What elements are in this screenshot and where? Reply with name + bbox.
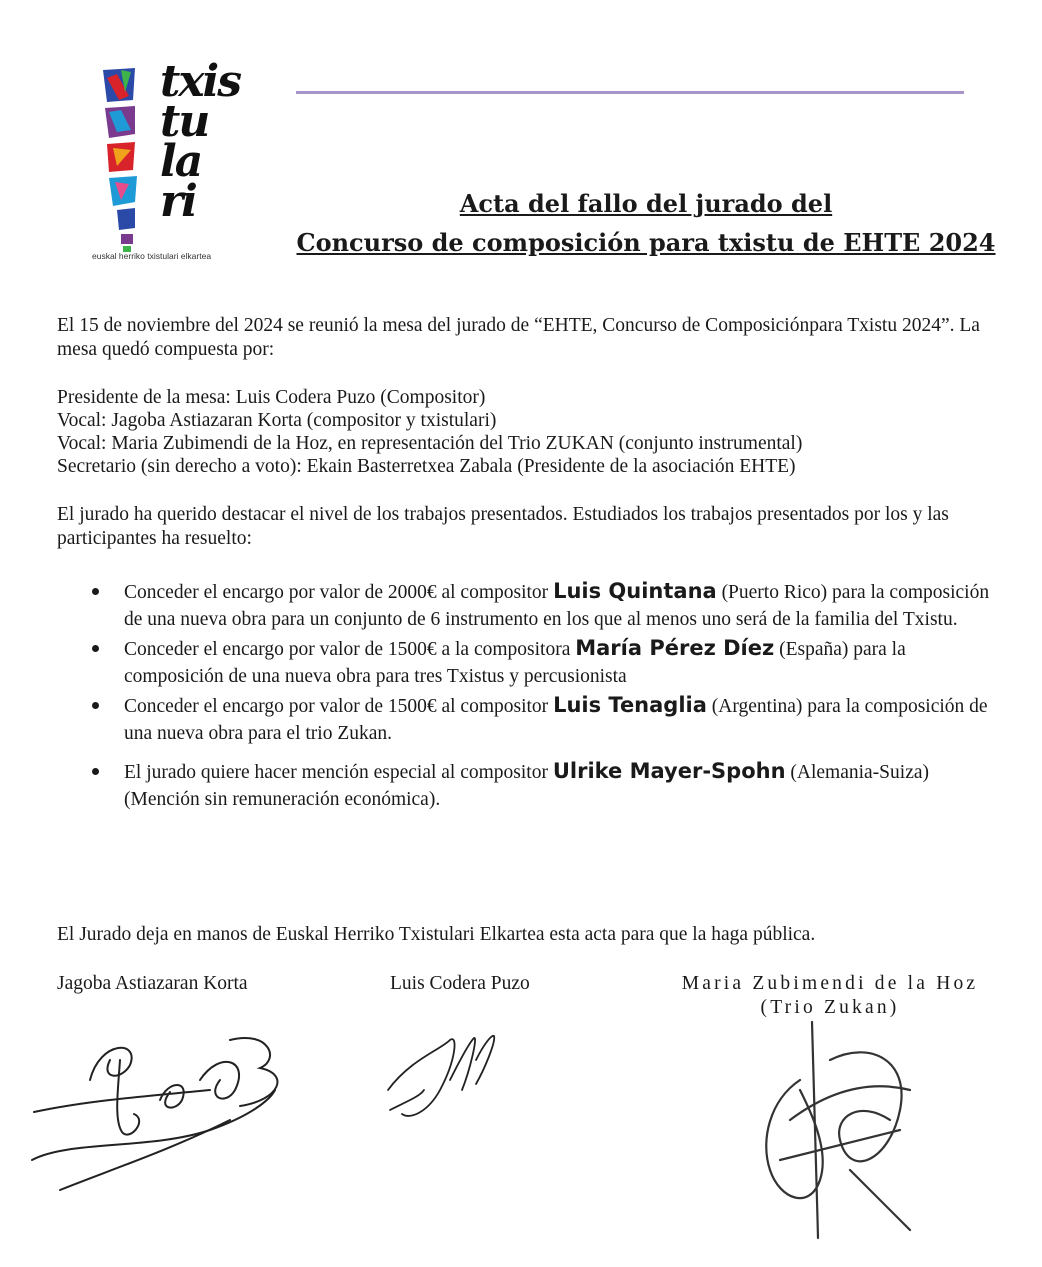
bullet-icon <box>92 702 99 709</box>
composer-name: Luis Tenaglia <box>553 693 707 717</box>
jury-members-list <box>57 386 997 478</box>
intro-paragraph: El 15 de noviembre del 2024 se reunió la mesa del jurado de “EHTE, Concurso de Composiciónpara Txistu 2024”. La mesa quedó compuesta por: <box>57 315 980 360</box>
award-item: Conceder el encargo por valor de 1500€ al compositor Luis Tenaglia (Argentina) para la composición de una nueva obra para el trio Zukan. <box>57 692 997 747</box>
award-item: El jurado quiere hacer mención especial al compositor Ulrike Mayer-Spohn (Alemania-Suiza) (Mención sin remuneración económica). <box>57 758 997 813</box>
member-president: Presidente de la mesa: Luis Codera Puzo (Compositor) <box>57 387 486 408</box>
composer-name: Ulrike Mayer-Spohn <box>552 759 786 783</box>
composer-name: María Pérez Díez <box>575 636 775 660</box>
composer-name: Luis Quintana <box>553 579 717 603</box>
signature-2-image <box>380 1020 510 1130</box>
member-secretary: Secretario (sin derecho a voto): Ekain Basterretxea Zabala (Presidente de la asociación EHTE) <box>57 456 796 477</box>
bullet-icon <box>92 588 99 595</box>
title-line-2: Concurso de composición para txistu de EHTE 2024 <box>296 228 996 257</box>
document-title <box>296 184 996 262</box>
title-line-1: Acta del fallo del jurado del <box>459 189 833 218</box>
bullet-icon <box>92 645 99 652</box>
signatory-name-1: Jagoba Astiazaran Korta <box>57 973 248 994</box>
logo-wordmark: txis tu la ri <box>160 56 241 227</box>
member-vocal-2: Vocal: Maria Zubimendi de la Hoz, en representación del Trio ZUKAN (conjunto instrumental) <box>57 433 803 454</box>
header-rule <box>296 91 964 94</box>
logo-caption: euskal herriko txistulari elkartea <box>92 251 212 261</box>
member-vocal-1: Vocal: Jagoba Astiazaran Korta (compositor y txistulari) <box>57 410 497 431</box>
signatory-name-2: Luis Codera Puzo <box>390 973 530 994</box>
signature-3-image <box>760 1020 930 1240</box>
jury-paragraph: El jurado ha querido destacar el nivel de los trabajos presentados. Estudiados los trabajos presentados por los y las participantes ha resuelto: <box>57 504 949 549</box>
awards-list <box>57 578 997 813</box>
award-item: Conceder el encargo por valor de 1500€ a la compositora María Pérez Díez (España) para la composición de una nueva obra para tres Txistus y percusionista <box>57 635 997 690</box>
document-body <box>57 314 997 815</box>
award-item: Conceder el encargo por valor de 2000€ al compositor Luis Quintana (Puerto Rico) para la composición de una nueva obra para un conjunto de 6 instrumento en los que al menos uno será de la familia del Txistu. <box>57 578 997 633</box>
closing-paragraph: El Jurado deja en manos de Euskal Herriko Txistulari Elkartea esta acta para que la haga pública. <box>57 923 816 945</box>
bullet-icon <box>92 768 99 775</box>
signatory-name-3: Maria Zubimendi de la Hoz (Trio Zukan) <box>681 973 979 1018</box>
signature-1-image <box>30 1020 290 1210</box>
